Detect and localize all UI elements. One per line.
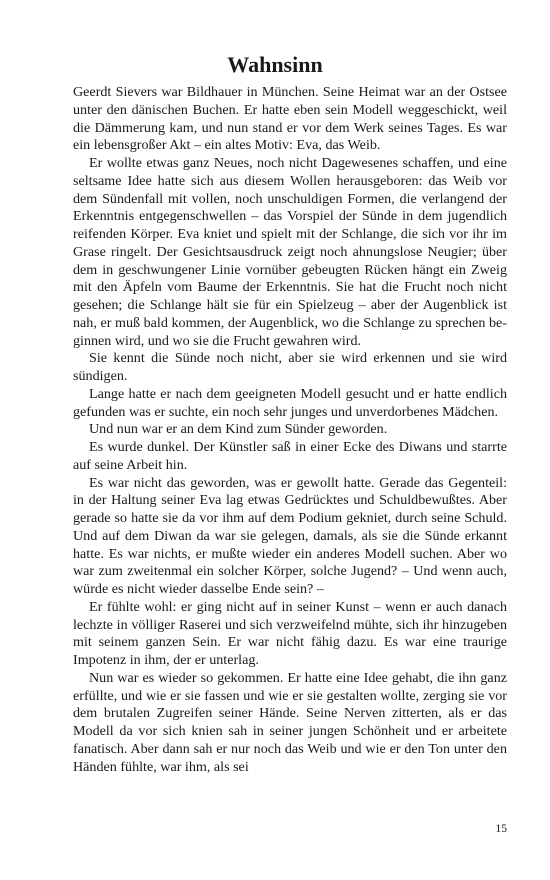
page-number: 15 [495,823,507,835]
paragraph: Es wurde dunkel. Der Künstler saß in einer Ecke des Diwans und starrte auf seine Arbeit hin. [73,439,507,473]
paragraph: Nun war es wieder so gekommen. Er hatte eine Idee gehabt, die ihn ganz erfüllte, und wie er sie fassen und wie er sie gestalten wollte, zerging sie vor dem brutalen Zugreifen seiner Hände. Seine Nerven zitterten, als er das Modell da vor sich knien sah in seiner jungen Schönheit und er arbeitete fanatisch. Aber dann sah er nur noch das Weib und wie er den Ton unter den Händen fühlte, war ihm, als sei [73,669,507,775]
paragraph: Und nun war er an dem Kind zum Sünder geworden. [89,421,388,438]
body-text [73,84,507,776]
paragraph: Er fühlte wohl: er ging nicht auf in seiner Kunst – wenn er auch danach lechzte in völliger Raserei und sich verzweifelnd mühte, sich ihr hinzugeben mit seinem ganzen Sein. Er war nicht fähig dazu. Es war eine traurige Impotenz in ihm, der er unterlag. [73,598,507,668]
paragraph: Er wollte etwas ganz Neues, noch nicht Dagewesenes schaffen, und eine seltsame Idee hatte sich aus diesem Wollen herausgeboren: das Weib vor dem Sündenfall mit vollen, noch unschuldigen Formen, die verlangend der Erkenntnis entgegenschwellen – das Vorspiel der Sünde in dem jugendlich reifenden Körper. Eva kniet und spielt mit der Schlange, die sich vor ihr im Grase ringelt. Der Gesichtsausdruck zeigt noch ahnungslose Neugier; über dem in geschwungener Linie vornüber gebeugten Rücken hängt ein Zweig mit den Äpfeln vom Baume der Erkenntnis. Sie hat die Frucht noch nicht gesehen; die Schlange hält sie für ein Spielzeug – aber der Augenblick ist nah, er muß bald kommen, der Augenblick, wo die Schlange zu sprechen beginnen wird, und wo sie die Frucht gewahren wird. [73,155,507,349]
paragraph: Es war nicht das geworden, was er gewollt hatte. Gerade das Gegenteil: in der Haltung seiner Eva lag etwas Gedrücktes und Schuldbewußtes. Aber gerade so hatte sie da vor ihm auf dem Podium gekniet, durch seine Schuld. Und auf dem Diwan da war sie gelegen, damals, als sie die Sünde erkannt hatte. Es war nichts, er mußte wieder ein anderes Modell suchen. Aber wo war zum zweitenmal ein solcher Körper, solche Jugend? – Und wenn auch, würde es nicht wieder dasselbe Ende sein? – [73,474,507,597]
paragraph: Lange hatte er nach dem geeigneten Modell gesucht und er hatte endlich gefunden was er suchte, ein noch sehr junges und unverdorbenes Mädchen. [73,385,507,420]
paragraph: Sie kennt die Sünde noch nicht, aber sie wird erkennen und sie wird sündigen. [73,350,507,384]
paragraph: Geerdt Sievers war Bildhauer in München. Seine Heimat war an der Ostsee unter den dänischen Buchen. Er hatte eben sein Modell weggeschickt, weil die Dämmerung kam, und nun stand er vor dem Werk seines Tages. Es war ein lebensgroßer Akt – ein altes Motiv: Eva, das Weib. [73,84,507,154]
chapter-title: Wahnsinn [227,52,323,77]
